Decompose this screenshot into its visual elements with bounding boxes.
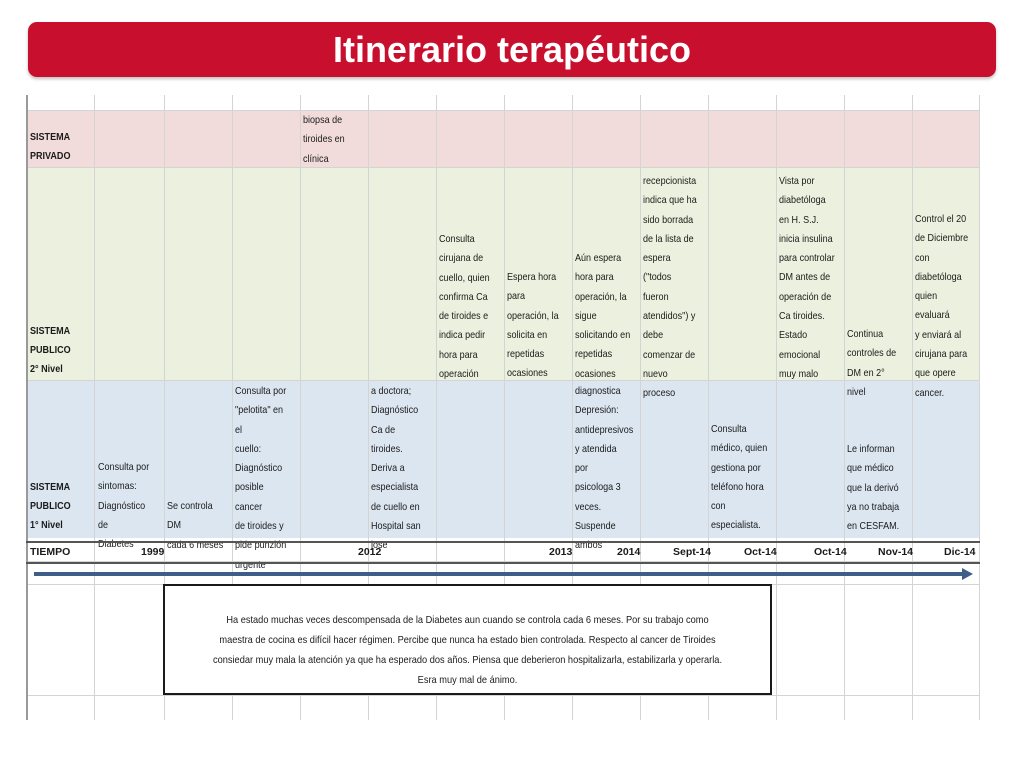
row-label-sistema-privado: SISTEMA PRIVADO: [30, 131, 71, 162]
gridline: [94, 95, 95, 720]
title-banner: [28, 22, 996, 77]
page-title: Itinerario terapéutico: [332, 28, 692, 70]
nivel1-cell-consulta-pelotita: Consulta por "pelotita" en el cuello: Diagnóstico posible cancer de tiroides y pide punzión urgente: [235, 385, 287, 571]
nivel2-cell-diabetologa: Vista por diabetóloga en H. S.J. inicia insulina para controlar DM antes de operación de Ca tiroides. Estado emocional muy malo: [779, 175, 835, 380]
summary-note-text: Ha estado muchas veces descompensada de la Diabetes aun cuando se controla cada 6 meses. Por su trabajo como maestra de cocina es difícil hacer régimen. Percibe que nunca ha estado bien controlada. Respecto al cancer de Tiroides consiedar muy mala la atención ya que ha esperado dos años. Piensa que deberieron hospitalizarla, estabilizarla y operarla. Esra muy mal de ánimo.: [212, 614, 723, 686]
spreadsheet-area: [26, 95, 980, 720]
nivel2-cell-continua-controles: Continua controles de DM en 2° nivel: [847, 328, 897, 398]
gridline: [844, 95, 845, 720]
timeline-label: Sept-14: [673, 546, 711, 558]
gridline: [26, 110, 980, 111]
timeline-label: 2014: [617, 546, 641, 558]
timeline-label: 1999: [141, 546, 165, 558]
timeline-label: 2013: [549, 546, 573, 558]
row-label-sistema-publico-1-nivel: SISTEMA PUBLICO 1° Nivel: [30, 481, 71, 531]
nivel2-cell-consulta-cirujana: Consulta cirujana de cuello, quien confirma Ca de tiroides e indica pedir hora para operación: [439, 233, 490, 381]
gridline: [912, 95, 913, 720]
nivel2-cell-recepcionista: recepcionista indica que ha sido borrada de la lista de espera ("todos fueron atendidos") y debe comenzar de nuevo proceso: [643, 175, 697, 400]
timeline-label: Oct-14: [744, 546, 777, 558]
arrow-right-icon: [962, 568, 973, 580]
band-sistema-publico-2-nivel: [26, 167, 980, 380]
nivel1-cell-control-dm: Se controla DM cada 6 meses: [167, 500, 224, 551]
timeline-row: [26, 541, 980, 564]
timeline-label: Dic-14: [944, 546, 976, 558]
nivel1-cell-consulta-sintomas: Consulta por sintomas: Diagnóstico de Diabetes: [98, 461, 150, 551]
gridline: [26, 380, 980, 381]
row-label-sistema-publico-2-nivel: SISTEMA PUBLICO 2° Nivel: [30, 325, 71, 375]
gridline: [26, 695, 980, 696]
nivel1-cell-diagnostico-ca: a doctora; Diagnóstico Ca de tiroides. Deriva a especialista de cuello en Hospital san jose: [371, 385, 421, 552]
timeline-arrow: [34, 572, 962, 576]
nivel1-cell-depresion: diagnostica Depresión: antidepresivos y atendida por psicologa 3 veces. Suspende ambos: [575, 385, 634, 552]
gridline: [776, 95, 777, 720]
nivel1-cell-le-informan: Le informan que médico que la derivó ya no trabaja en CESFAM.: [847, 443, 900, 533]
timeline-label: Nov-14: [878, 546, 914, 558]
band-sistema-privado: [26, 110, 980, 167]
row-label-tiempo: TIEMPO: [30, 546, 71, 558]
nivel2-cell-control-diciembre: Control el 20 de Diciembre con diabetóloga quien evaluará y enviará al cirujana para que opere cancer.: [915, 213, 969, 399]
nivel2-cell-espera-hora: Espera hora para operación, la solicita en repetidas ocasiones: [507, 271, 559, 380]
privado-cell-biopsia: biopsa de tiroides en clínica: [303, 114, 345, 165]
timeline-label: 2012: [358, 546, 382, 558]
gridline: [26, 167, 980, 168]
sheet-left-border: [26, 95, 28, 720]
nivel2-cell-aun-espera: Aún espera hora para operación, la sigue solicitando en repetidas ocasiones: [575, 252, 631, 380]
summary-note-box: [163, 584, 772, 695]
nivel1-cell-consulta-medico: Consulta médico, quien gestiona por teléfono hora con especialista.: [711, 423, 768, 532]
timeline-label: Oct-14: [814, 546, 847, 558]
gridline: [979, 95, 980, 720]
